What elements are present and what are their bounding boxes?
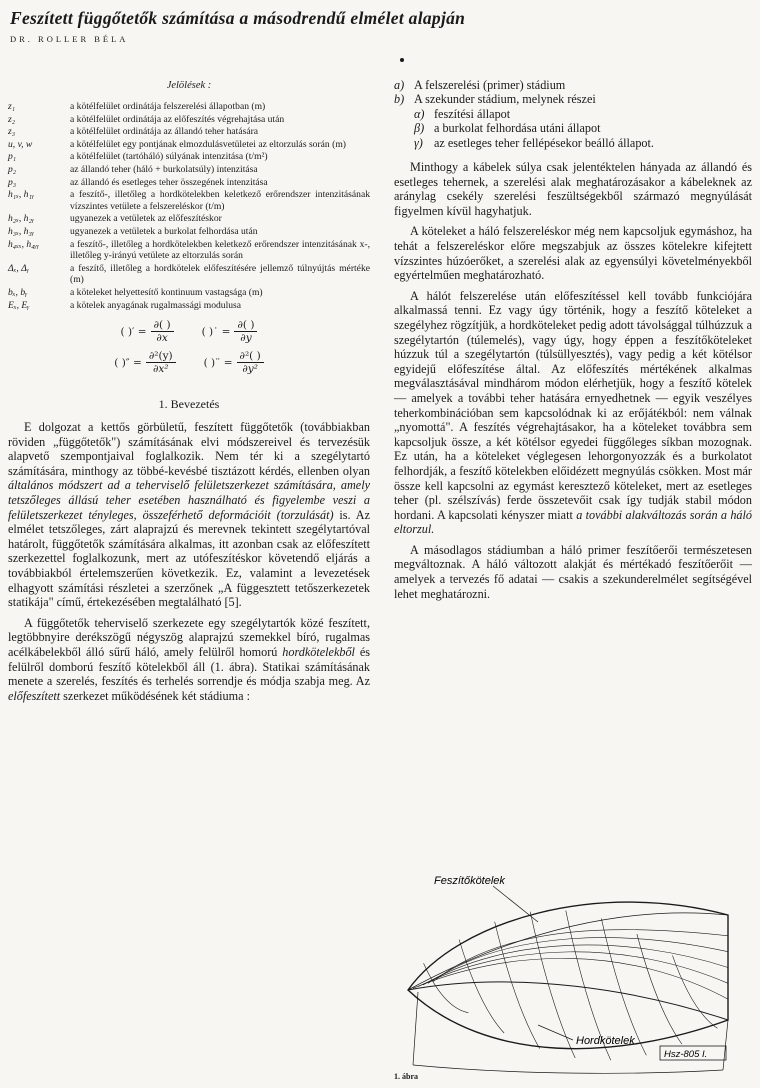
- notation-symbol: z₁: [8, 101, 16, 112]
- notation-definition: a kötélfelület ordinátája az állandó teher hatására: [70, 126, 259, 138]
- equation: [121, 319, 174, 344]
- leader-line: [493, 886, 538, 922]
- prestress-cable-line: [428, 938, 728, 984]
- equation: [204, 350, 264, 375]
- notation-symbol: u, v, w: [8, 138, 33, 150]
- list-marker: β): [414, 121, 425, 136]
- notation-row: [8, 300, 370, 312]
- notation-symbol: z₂: [8, 113, 16, 125]
- notation-row: [8, 287, 370, 299]
- notation-definition: ugyanezek a vetületek az előfeszítéskor: [70, 213, 222, 225]
- notation-definition: az állandó teher (háló + burkolatsúly) intenzitása: [70, 163, 258, 175]
- notation-row: [8, 114, 370, 126]
- notation-symbol: bₓ, bᵧ: [8, 286, 28, 298]
- notation-definition: ugyanezek a vetületek a burkolat felhordása után: [70, 225, 258, 237]
- list-item: [394, 92, 752, 106]
- label-prestress-cables: Feszítőkötelek: [434, 875, 505, 887]
- bullet-dot: [400, 58, 404, 62]
- emphasis-text: hordkötelekből: [282, 645, 355, 659]
- text-run: A hálót felszerelése után előfeszítéssel kell tovább funkciójára alkalmassá tenni. Ez vagy úgy történik, hogy a feszítő köteleket a szegélyhez rögzítjük, a hordköteleket pedig adott távolsággal túlhúzzuk a szegélytartón (túlemelés), vagy úgy, hogy éppen a feszítőköteleket húzzuk túl a szegélytartón (túlsüllyesztés), vagy pedig a két kötélsor egyidejű előfeszítése által. Az előfeszítés mértékének alkalmas megválasztásával mindhárom módon elérhetjük, hogy a feszítő kötelek — amelyek a további teher hatására ernyedhetnek — egyik veszélyes teherkombinációban sem kapcsolódnak ki az erőjátékból: nem válnak „nyomottá". A feszítés végrehajtásakor, ha a köteleket továbbra sem kapcsoljuk össze, a két kötélsor egyedei függőleges síkban mozognak. Ez után, ha a köteleket véglegesen lehorgonyozzák és a burkolatot felhordják, a feszítő kötelekben előidézett megnyúlás csökken. Most már össze kell kapcsolni az egymást keresztező köteleket, mert az esetleges teher (pl. szélszívás) ferde összetevőit csak így tudják stabil módon hordani. A kapcsolati kényszer miatt: [394, 288, 752, 522]
- paragraph: [8, 420, 370, 610]
- equation: [202, 319, 258, 344]
- list-item: [394, 107, 752, 121]
- equation-lhs: ( )″ =: [114, 356, 142, 369]
- list-text: a burkolat felhordása utáni állapot: [434, 121, 601, 136]
- notation-definition: a kötélfelület ordinátája felszerelési állapotban (m): [70, 101, 266, 112]
- derivative-definitions: [8, 319, 370, 375]
- figure-stamp: Hsz-805 I.: [664, 1049, 708, 1060]
- list-marker: α): [414, 106, 425, 121]
- notation-row: [8, 126, 370, 138]
- notation-row: [8, 151, 370, 163]
- fraction: [146, 350, 176, 375]
- stage-list: [394, 78, 752, 150]
- text-run: is. Az elmélet tetszőleges, zárt alaprajzú és merevnek tekintett szegélytartóval határolt, függőtetők számítására alkalmas, itt azonban csak az előfeszített szerkezettel foglalkozunk, mert az utófeszítéskor követendő eljárás a továbbiakból értelemszerűen következik. Ez, valamint a levezetések elhagyott számítási részletei a szerzőnek „A függesztett tetőszerkezetek statikája" című, értekezésében megtalálható [5].: [8, 507, 370, 610]
- notation-definition: a kötelek anyagának rugalmassági modulusa: [70, 299, 242, 311]
- list-item: [394, 136, 752, 150]
- author-name: DR. ROLLER BÉLA: [10, 34, 129, 44]
- emphasis-text: előfeszített: [8, 688, 61, 703]
- left-column: [8, 80, 370, 703]
- text-run: E dolgozat a kettős görbületű, feszített függőtetők (továbbiakban röviden „függőtetők") számításának elvi módszereivel és tervezésük alapvető szempontjaival foglalkozik. Nem tér ki a szegélytartó számítására, minthogy az többé-kevésbé tisztázott kérdés, ellenben olyan: [8, 420, 370, 478]
- notation-symbol: h₁ₓ, h₁ᵧ: [8, 189, 34, 201]
- list-marker: b): [394, 92, 405, 107]
- notation-definition: a feszítő-, illetőleg a hordkötelekben keletkező erőrendszer intenzitásának x-, illetőleg y-irányú vetülete az eltorzulás során: [70, 238, 370, 262]
- notation-symbol: z₃: [8, 126, 16, 138]
- notation-row: [8, 189, 370, 212]
- list-text: az esetleges teher fellépésekor beálló állapot.: [434, 135, 654, 150]
- notation-symbol: p₂: [8, 163, 17, 175]
- prestress-cable-line: [423, 945, 728, 985]
- notation-symbol: h₂ₓ, h₂ᵧ: [8, 213, 34, 225]
- notation-row: [8, 139, 370, 151]
- emphasis-text: a további alakváltozás során a háló eltorzul.: [394, 507, 752, 537]
- notation-symbol: Δₓ, Δᵧ: [8, 262, 29, 274]
- notation-row: [8, 213, 370, 225]
- notation-row: [8, 239, 370, 262]
- label-carrying-cables: Hordkötelek: [576, 1035, 635, 1047]
- figure-caption: 1. ábra: [394, 1072, 418, 1081]
- notation-definition: a kötélfelület egy pontjának elmozdulásvetületei az eltorzulás során (m): [70, 138, 346, 150]
- list-marker: a): [394, 78, 405, 92]
- fraction: [151, 319, 174, 344]
- notation-symbol: p₃: [8, 176, 17, 188]
- denominator: ∂y²: [242, 363, 258, 376]
- numerator: ∂²(y): [146, 350, 176, 363]
- numerator: ∂( ): [151, 319, 174, 332]
- fraction: [234, 319, 257, 344]
- list-text: feszítési állapot: [434, 106, 511, 121]
- notation-row: [8, 101, 370, 113]
- carrying-cable-line: [530, 912, 575, 1058]
- notation-row: [8, 177, 370, 189]
- notation-definition: a köteleket helyettesítő kontinuum vastagsága (m): [70, 286, 263, 298]
- paragraph: A másodlagos stádiumban a háló primer feszítőerői természetesen megváltoznak. A háló változott alakját és mértékadó feszítőerőit — amelyek a tervezés fő adatai — csakis a szekunderelmélet segítségével lehet meghatározni.: [394, 542, 752, 601]
- emphasis-text: általános módszert ad a teherviselő felületszerkezet számítására, amely tetszőleges állású teher esetében használható és figyelembe veszi a felületszerkezet tényleges, összeférhető deformációit (torzulását): [8, 478, 370, 522]
- notation-row: [8, 226, 370, 238]
- notation-symbol: h₄ₓₓ, h₄ᵧᵧ: [8, 238, 39, 250]
- equation-row: [8, 319, 370, 344]
- list-text: A felszerelési (primer) stádium: [414, 78, 566, 92]
- edge-curve: [408, 913, 728, 990]
- right-column: [394, 78, 752, 601]
- text-run: A függőtetők teherviselő szerkezete egy szegélytartók közé feszített, legtöbbnyire derékszögű négyszög alaprajzú szemekkel bíró, rugalmas acélkábelekből álló sűrű háló, amely felülről homorú: [8, 615, 370, 659]
- notation-symbol: h₃ₓ, h₃ᵧ: [8, 225, 34, 237]
- list-marker: γ): [414, 135, 423, 150]
- numerator: ∂( ): [234, 319, 257, 332]
- text-run: és felülről domború feszítő kötelekből áll (1. ábra). Statikai számításának menete a szerelés, feszítés és terhelés sorrendje és módja szabja meg. Az: [8, 645, 370, 689]
- notation-definition: a kötélfelület ordinátája az előfeszítés végrehajtása után: [70, 113, 285, 125]
- numerator: ∂²( ): [237, 350, 264, 363]
- notation-row: [8, 164, 370, 176]
- notation-definition: a feszítő-, illetőleg a hordkötelekben keletkező erőrendszer intenzitásának vízszintes vetülete a felszereléskor (t/m): [70, 189, 370, 212]
- edge-curve: [408, 982, 728, 1020]
- notation-definition: a feszítő, illetőleg a hordkötelek előfeszítésére jellemző túlnyújtás mértéke (m): [70, 262, 370, 286]
- figure-cable-net: [398, 860, 738, 1082]
- denominator: ∂x²: [152, 363, 169, 376]
- fraction: [237, 350, 264, 375]
- text-run: szerkezet működésének két stádiuma :: [60, 688, 250, 703]
- notation-row: [8, 263, 370, 286]
- list-text: A szekunder stádium, melynek részei: [414, 92, 596, 107]
- equation-lhs: ( )¨ =: [203, 356, 233, 369]
- denominator: ∂x: [156, 332, 168, 345]
- support-line: [413, 1065, 723, 1073]
- paragraph: [394, 289, 752, 537]
- notation-definition: az állandó és esetleges teher összegének intenzitása: [70, 176, 268, 188]
- notation-symbol: Eₓ, Eᵧ: [8, 299, 30, 311]
- section-heading: 1. Bevezetés: [158, 397, 220, 412]
- denominator: ∂y: [240, 332, 252, 345]
- list-item: [394, 78, 752, 92]
- paragraph: [8, 616, 370, 704]
- leader-line: [538, 1025, 573, 1040]
- equation-lhs: ( )˙ =: [201, 325, 231, 338]
- notation-heading: Jelölések :: [166, 80, 212, 91]
- carrying-cable-line: [672, 955, 717, 1028]
- cable-net-drawing: [398, 860, 738, 1082]
- list-item: [394, 121, 752, 135]
- paper-title: Feszített függőtetők számítása a másodrendű elmélet alapján: [10, 8, 466, 28]
- paragraph: A köteleket a háló felszereléskor még nem kapcsoljuk egymáshoz, ha tehát a felszereléskor előre megszabjuk az összes kötelekre kifejtett vízszintes húzóerőket, a szerelési alak az egyensúlyi követelményekből egyértelműen meghatározható.: [394, 224, 752, 283]
- notation-symbol: p₁: [8, 151, 17, 163]
- equation: [114, 350, 175, 375]
- notation-list: [8, 101, 370, 311]
- notation-definition: a kötélfelület (tartóháló) súlyának intenzitása (t/m²): [70, 151, 268, 163]
- equation-row: [8, 350, 370, 375]
- paragraph: Minthogy a kábelek súlya csak jelentéktelen hányada az állandó és esetleges tehernek, a szerelési alak meghatározásakor a kábeleknek az aránylag csekély szerelési feszültségekből származó megnyúlását figyelmen kívül hagyhatjuk.: [394, 160, 752, 218]
- equation-lhs: ( )′ =: [120, 325, 147, 338]
